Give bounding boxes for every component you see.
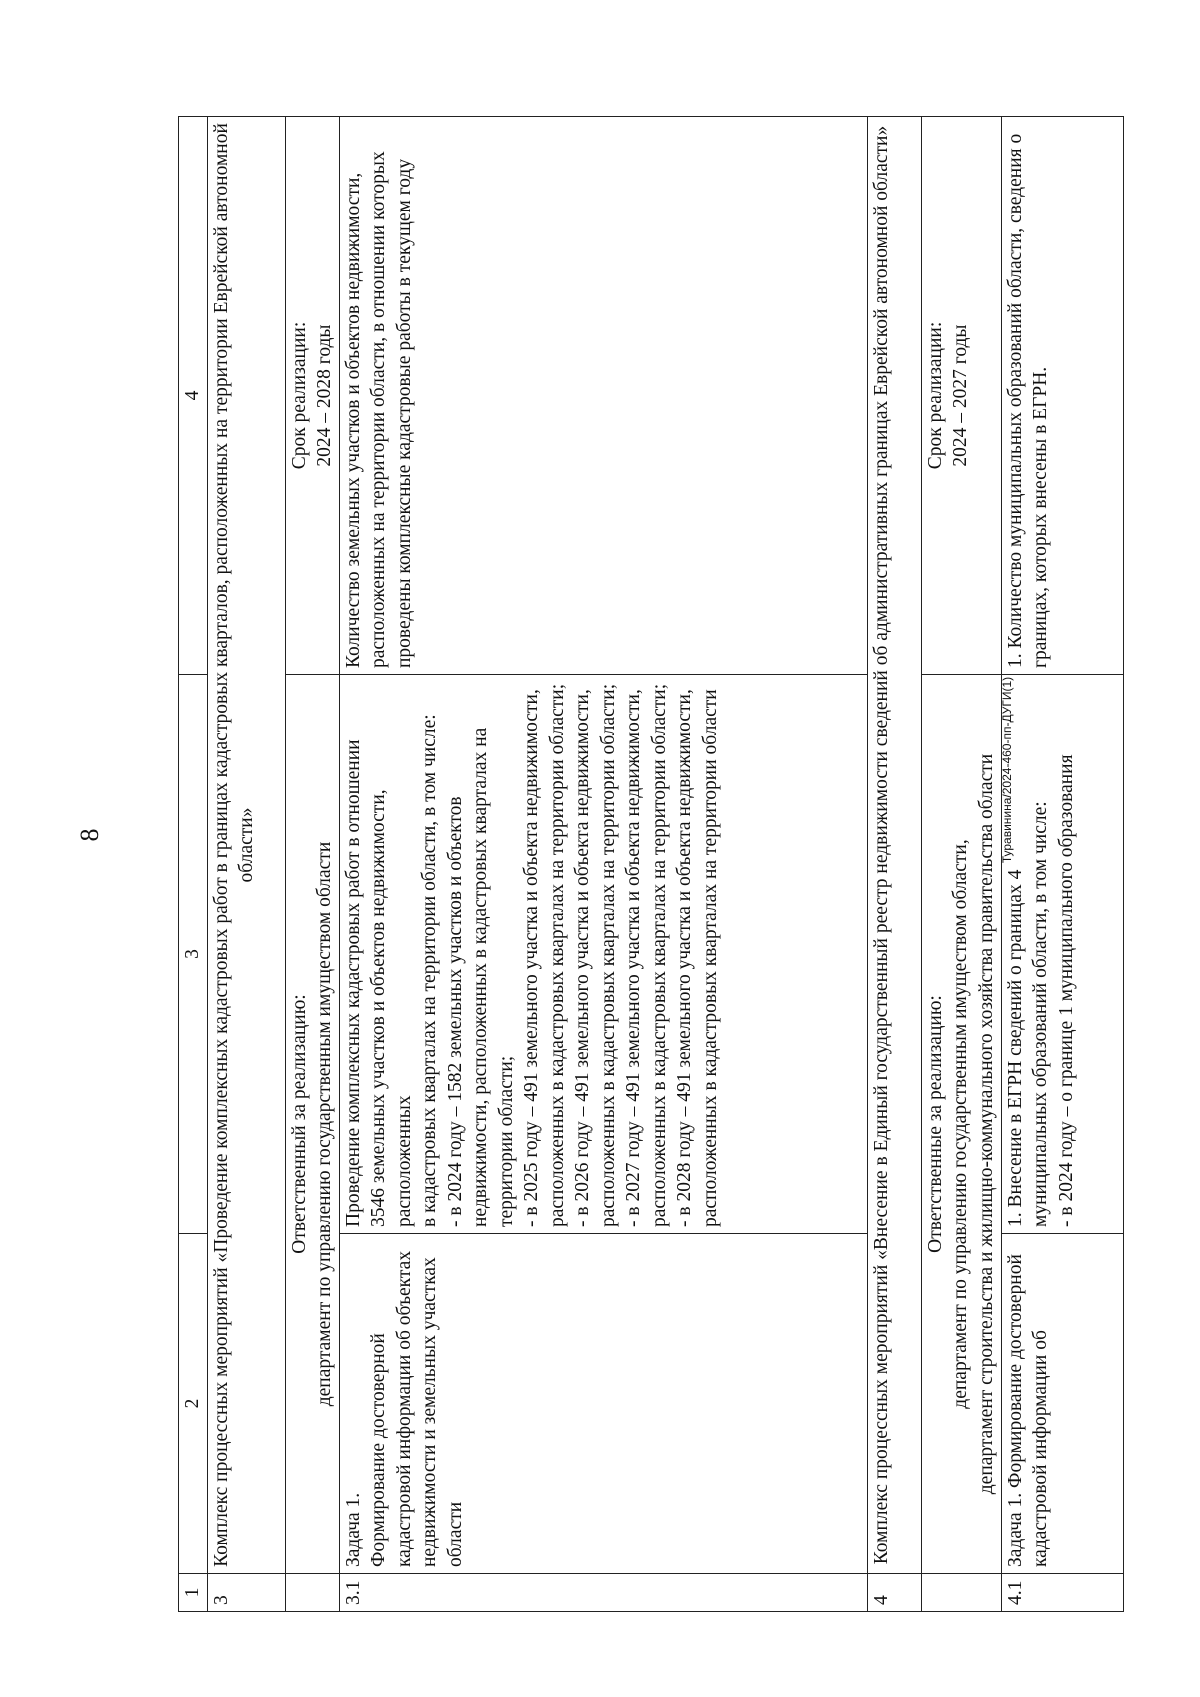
section-4-title: Комплекс процессных мероприятий «Внесение в Единый государственный реестр недвижимости сведений об административных границах Еврейской автономной области» [867, 117, 921, 1574]
table-header-row [179, 117, 208, 1612]
section-3-period [285, 117, 339, 675]
row-4-1-indicator: 1. Количество муниципальных образований области, сведения о границах, которых внесены в ЕГРН. [1001, 117, 1124, 675]
header-col-3: 3 [179, 675, 208, 1234]
row-3-1-measures [339, 675, 867, 1234]
measure-line: в кадастровых кварталах на территории области, в том числе: [419, 714, 440, 1227]
rotated-page-content [178, 117, 1124, 1612]
section-3-responsible-label: Ответственный за реализацию: [288, 994, 310, 1254]
section-4-responsible-row [921, 117, 1001, 1612]
measure-line: 3546 земельных участков и объектов недвижимости, расположенных [368, 789, 415, 1227]
section-3-period-label: Срок реализации: [288, 321, 310, 470]
measure-item-2027: - в 2027 году – 491 земельного участка и объекта недвижимости, расположенных в кадастровых кварталах на территории области; [623, 683, 670, 1227]
section-3-number: 3 [207, 1574, 285, 1612]
measure-item-2025: - в 2025 году – 491 земельного участка и объекта недвижимости, расположенных в кадастровых кварталах на территории области; [521, 683, 568, 1227]
row-3-1-task [339, 1234, 867, 1574]
row-4-1-task: Задача 1. Формирование достоверной кадастровой информации об [1001, 1234, 1124, 1574]
section-4-period-label: Срок реализации: [924, 321, 946, 470]
measure-item-2026: - в 2026 году – 491 земельного участка и объекта недвижимости, расположенных в кадастровых кварталах на территории области; [572, 683, 619, 1227]
row-4-1-measures [1001, 675, 1124, 1234]
measure-line: Проведение комплексных кадастровых работ в отношении [342, 739, 364, 1227]
measure-item-2024: - в 2024 году – 1582 земельных участков и объектов недвижимости, расположенных в кадастровых кварталах на территории области; [444, 727, 517, 1227]
measures-table [178, 116, 1124, 1612]
measure-item-2028: - в 2028 году – 491 земельного участка и объекта недвижимости, расположенных в кадастровых кварталах на территории области [674, 689, 721, 1227]
header-col-4: 4 [179, 117, 208, 675]
measure-line: 1. Внесение в ЕГРН сведений о границах 4 [1004, 869, 1026, 1227]
measure-line: муниципальных образований области, в том числе: [1030, 801, 1051, 1227]
section-4-title-row [867, 117, 921, 1612]
document-footer: Туравинина/2024-460-пп-ДУГИ(1) [1000, 676, 1014, 864]
section-4-period-years: 2024 – 2027 годы [950, 324, 971, 467]
section-3-period-years: 2024 – 2028 годы [314, 324, 335, 467]
row-3-1-task-text: Формирование достоверной кадастровой информации об объектах недвижимости и земельных участках области [368, 1250, 466, 1567]
row-4-1 [1001, 117, 1124, 1612]
empty-cell [921, 1574, 1001, 1612]
section-3-responsible [285, 675, 339, 1574]
section-3-title-row [207, 117, 285, 1612]
row-4-1-number: 4.1 [1001, 1574, 1124, 1612]
section-3-title: Комплекс процессных мероприятий «Проведение комплексных кадастровых работ в границах кадастровых кварталов, расположенных на территории Еврейской автономной области» [207, 117, 285, 1574]
row-3-1-task-label: Задача 1. [342, 1492, 364, 1567]
header-col-2: 2 [179, 1234, 208, 1574]
page-number: 8 [75, 828, 104, 842]
measure-line: - в 2024 году – о границе 1 муниципального образования [1055, 754, 1077, 1227]
section-4-period [921, 117, 1001, 675]
section-4-number: 4 [867, 1574, 921, 1612]
header-col-1: 1 [179, 1574, 208, 1612]
row-3-1 [339, 117, 867, 1612]
section-3-responsible-department: департамент по управлению государственным имуществом области [314, 841, 335, 1407]
section-4-responsible [921, 675, 1001, 1574]
row-3-1-indicator: Количество земельных участков и объектов недвижимости, расположенных на территории области, в отношении которых проведены комплексные кадастровые работы в текущем году [339, 117, 867, 675]
row-3-1-number: 3.1 [339, 1574, 867, 1612]
section-4-responsible-department-1: департамент по управлению государственным имуществом области, [950, 839, 971, 1409]
section-4-responsible-department-2: департамент строительства и жилищно-коммунального хозяйства правительства области [975, 753, 997, 1495]
section-4-responsible-label: Ответственные за реализацию: [924, 995, 946, 1253]
section-3-responsible-row [285, 117, 339, 1612]
empty-cell [285, 1574, 339, 1612]
